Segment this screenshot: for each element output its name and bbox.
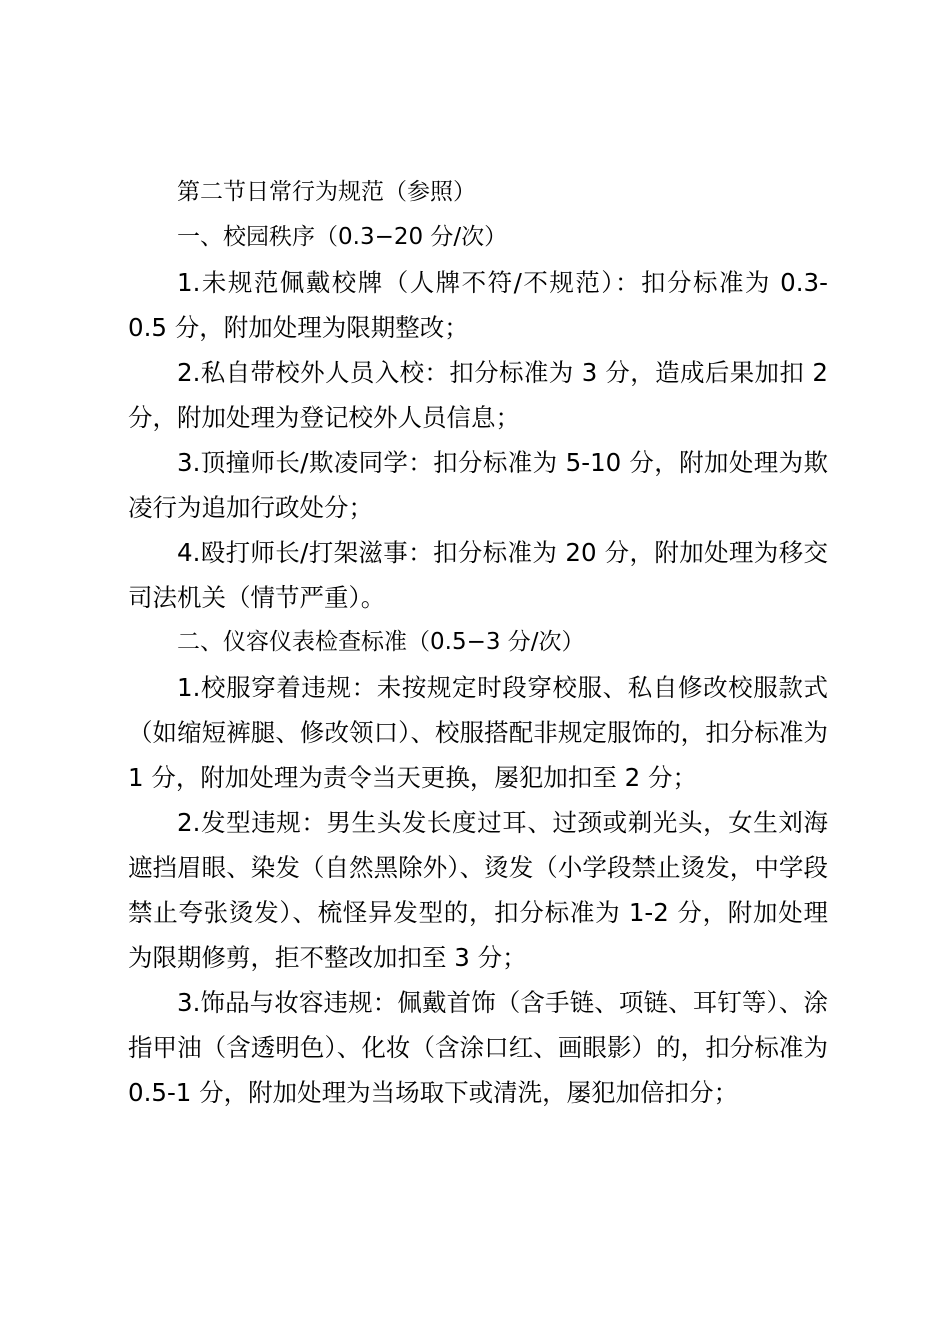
document-page (128, 170, 828, 1115)
section-title: 第二节日常行为规范（参照） (177, 179, 476, 205)
rule-paragraph: 3.饰品与妆容违规：佩戴首饰（含手链、项链、耳钉等）、涂指甲油（含透明色）、化妆（含涂口红、画眼影）的，扣分标准为 0.5-1 分，附加处理为当场取下或清洗，屡犯加倍扣分； (128, 988, 828, 1107)
rule-paragraph: 2.私自带校外人员入校：扣分标准为 3 分，造成后果加扣 2 分，附加处理为登记校外人员信息； (128, 358, 828, 432)
subsection-heading-appearance: 二、仪容仪表检查标准（0.5−3 分/次） (177, 629, 585, 655)
rule-paragraph: 4.殴打师长/打架滋事：扣分标准为 20 分，附加处理为移交司法机关（情节严重）。 (128, 538, 828, 612)
subsection-heading-campus-order: 一、校园秩序（0.3−20 分/次） (177, 224, 508, 250)
rule-paragraph: 3.顶撞师长/欺凌同学：扣分标准为 5-10 分，附加处理为欺凌行为追加行政处分； (128, 448, 828, 522)
rule-paragraph: 2.发型违规：男生头发长度过耳、过颈或剃光头，女生刘海遮挡眉眼、染发（自然黑除外）、烫发（小学段禁止烫发，中学段禁止夸张烫发）、梳怪异发型的，扣分标准为 1-2 分，附加处理为限期修剪，拒不整改加扣至 3 分； (128, 808, 828, 972)
rule-paragraph: 1.未规范佩戴校牌（人牌不符/不规范）：扣分标准为 0.3-0.5 分，附加处理为限期整改； (128, 268, 828, 342)
rule-paragraph: 1.校服穿着违规：未按规定时段穿校服、私自修改校服款式（如缩短裤腿、修改领口）、校服搭配非规定服饰的，扣分标准为 1 分，附加处理为责令当天更换，屡犯加扣至 2 分； (128, 673, 828, 792)
